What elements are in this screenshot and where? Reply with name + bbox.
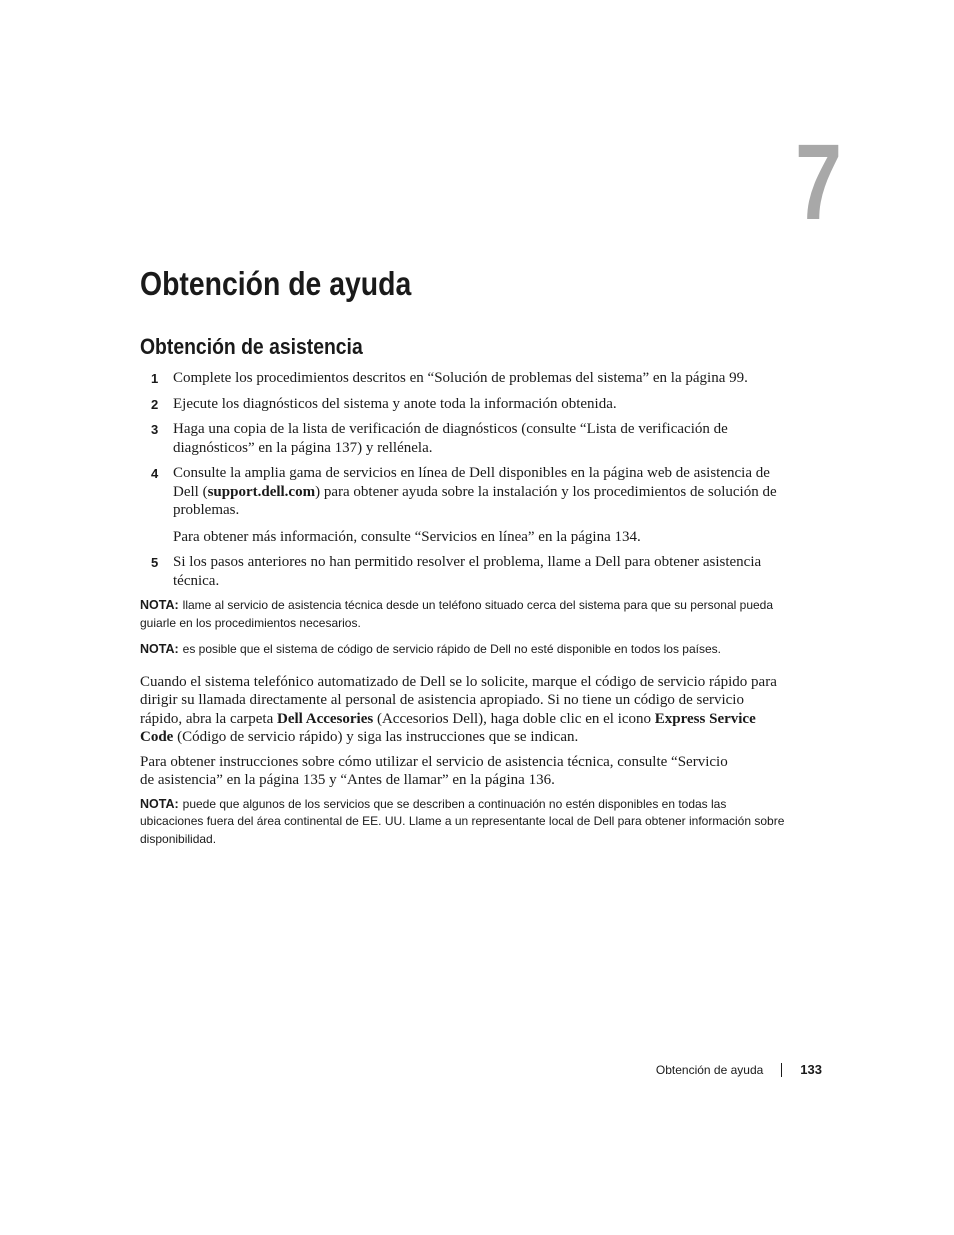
note-text: puede que algunos de los servicios que se describen a continuación no estén disponibles en todas las ubicaciones fuera del área continental de EE. UU. Llame a un representante local de Dell para obtener información sobre disponibilidad. <box>140 796 785 846</box>
footer-divider <box>781 1063 782 1077</box>
support-link[interactable]: support.dell.com <box>207 483 316 500</box>
chapter-title: Obtención de ayuda <box>140 265 412 302</box>
note-label: NOTA: <box>140 796 179 811</box>
steps-list <box>140 369 785 590</box>
list-item <box>140 464 785 546</box>
para-text: (Accesorios Dell), haga doble clic en el icono <box>373 710 655 727</box>
step-text: Haga una copia de la lista de verificación de diagnósticos (consulte “Lista de verificación de diagnósticos” en la página 137) y rellénela. <box>173 421 728 456</box>
para-text: (Código de servicio rápido) y siga las instrucciones que se indican. <box>173 729 579 745</box>
footer-title: Obtención de ayuda <box>655 1063 764 1077</box>
step-text: Si los pasos anteriores no han permitido resolver el problema, llame a Dell para obtener asistencia técnica. <box>173 554 762 589</box>
express-service-code-term: Express Service Code <box>140 710 756 745</box>
note-label: NOTA: <box>140 642 179 656</box>
note-1 <box>140 597 785 632</box>
section-title: Obtención de asistencia <box>140 334 363 359</box>
list-item <box>140 369 785 388</box>
note-2 <box>140 641 785 659</box>
step-text <box>173 464 785 520</box>
page-footer <box>560 1061 822 1079</box>
note-3 <box>140 796 785 849</box>
step-text: Complete los procedimientos descritos en “Solución de problemas del sistema” en la página 99. <box>173 370 748 386</box>
step-text-after: ) para obtener ayuda sobre la instalación y los procedimientos de solución de problemas. <box>173 483 777 518</box>
page-number: 133 <box>800 1062 822 1077</box>
para-line: de asistencia” en la página 135 y “Antes de llamar” en la página 136. <box>140 772 555 788</box>
step-number: 4 <box>151 466 159 481</box>
instructions-paragraph <box>140 753 785 790</box>
list-item <box>140 420 785 457</box>
page-content <box>140 369 785 857</box>
list-item <box>140 553 785 590</box>
dell-accessories-term: Dell Accesories <box>277 710 374 727</box>
note-text: llame al servicio de asistencia técnica desde un teléfono situado cerca del sistema para que su personal pueda guiarle en los procedimientos necesarios. <box>140 598 774 630</box>
express-code-paragraph <box>140 673 785 747</box>
step-number: 1 <box>151 371 159 386</box>
note-text: es posible que el sistema de código de servicio rápido de Dell no esté disponible en todos los países. <box>182 642 721 656</box>
para-text: Cuando el sistema telefónico automatizado de Dell se lo solicite, marque el código de servicio rápido para dirigir su llamada directamente al personal de asistencia apropiado. Si no tiene un código de servicio rápido, abra la carpeta <box>140 673 777 727</box>
step-text: Ejecute los diagnósticos del sistema y anote toda la información obtenida. <box>173 395 617 412</box>
para-line: Para obtener instrucciones sobre cómo utilizar el servicio de asistencia técnica, consulte “Servicio <box>140 753 728 770</box>
list-item <box>140 395 785 414</box>
chapter-number: 7 <box>795 121 842 242</box>
step-number: 3 <box>151 422 159 437</box>
step-number: 2 <box>151 396 159 412</box>
step-extra-text: Para obtener más información, consulte “Servicios en línea” en la página 134. <box>173 528 641 545</box>
step-text-before: Consulte la amplia gama de servicios en línea de Dell disponibles en la página web de asistencia de Dell ( <box>173 465 770 500</box>
note-label: NOTA: <box>140 598 179 612</box>
step-number: 5 <box>151 555 159 570</box>
